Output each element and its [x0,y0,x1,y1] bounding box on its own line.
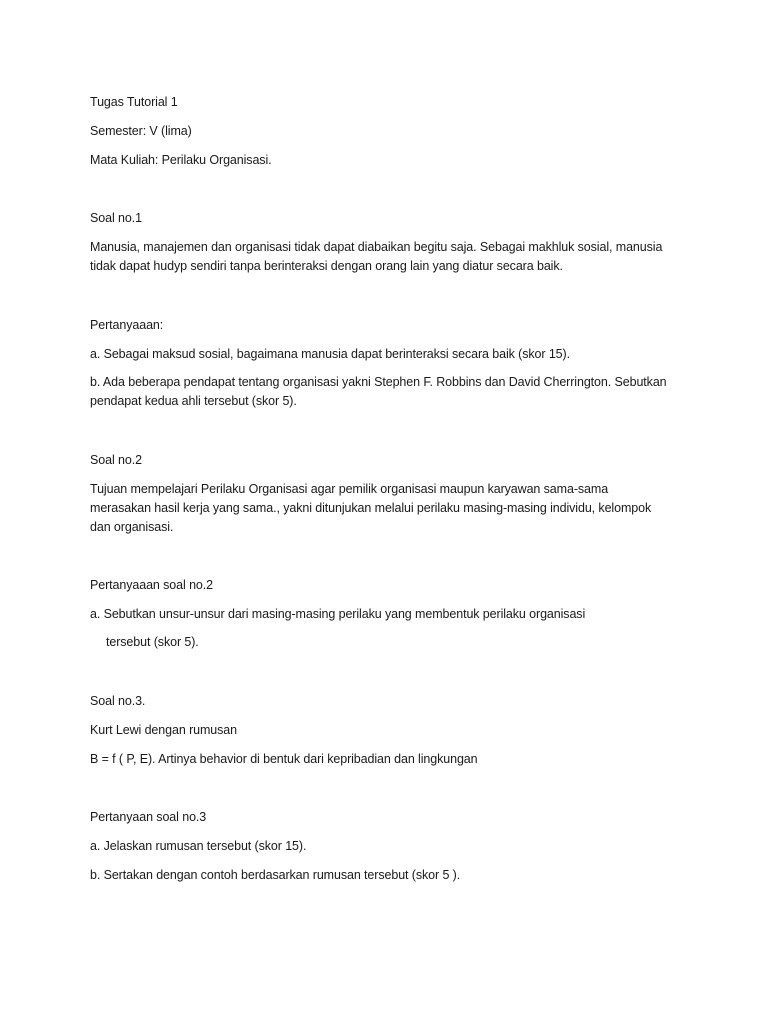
soal-3-question-b: b. Sertakan dengan contoh berdasarkan rumusan tersebut (skor 5 ). [90,868,461,882]
soal-1-text-line: Manusia, manajemen dan organisasi tidak dapat diabaikan begitu saja. Sebagai makhluk sosial, manusia [90,240,663,254]
semester-line: Semester: V (lima) [90,124,192,138]
soal-1-question-a: a. Sebagai maksud sosial, bagaimana manusia dapat berinteraksi secara baik (skor 15). [90,347,570,361]
soal-3-heading: Soal no.3. [90,694,146,708]
soal-2-question-a: a. Sebutkan unsur-unsur dari masing-masing perilaku yang membentuk perilaku organisasi [90,607,586,621]
assignment-title: Tugas Tutorial 1 [90,95,178,109]
soal-1-heading: Soal no.1 [90,211,142,225]
soal-3-question-heading: Pertanyaan soal no.3 [90,810,207,824]
soal-1-question-b-line: pendapat kedua ahli tersebut (skor 5). [90,394,297,408]
soal-1-question-b [90,373,690,411]
soal-2-text-line: merasakan hasil kerja yang sama., yakni ditunjukan melalui perilaku masing-masing individu, kelompok [90,501,652,515]
soal-2-heading: Soal no.2 [90,453,142,467]
soal-3-question-a: a. Jelaskan rumusan tersebut (skor 15). [90,839,307,853]
soal-2-text [90,480,690,537]
soal-2-text-line: Tujuan mempelajari Perilaku Organisasi agar pemilik organisasi maupun karyawan sama-sama [90,482,609,496]
soal-3-text: Kurt Lewi dengan rumusan [90,723,237,737]
soal-1-question-b-line: b. Ada beberapa pendapat tentang organisasi yakni Stephen F. Robbins dan David Cherrington. Sebutkan [90,375,667,389]
soal-2-text-line: dan organisasi. [90,520,174,534]
soal-1-question-heading: Pertanyaaan: [90,318,164,332]
soal-2-question-a-continuation: tersebut (skor 5). [106,635,199,649]
soal-2-question-heading: Pertanyaaan soal no.2 [90,578,213,592]
course-line: Mata Kuliah: Perilaku Organisasi. [90,153,272,167]
soal-1-text [90,238,690,276]
soal-1-text-line: tidak dapat hudyp sendiri tanpa berinteraksi dengan orang lain yang diatur secara baik. [90,259,563,273]
soal-3-formula: B = f ( P, E). Artinya behavior di bentuk dari kepribadian dan lingkungan [90,752,478,766]
